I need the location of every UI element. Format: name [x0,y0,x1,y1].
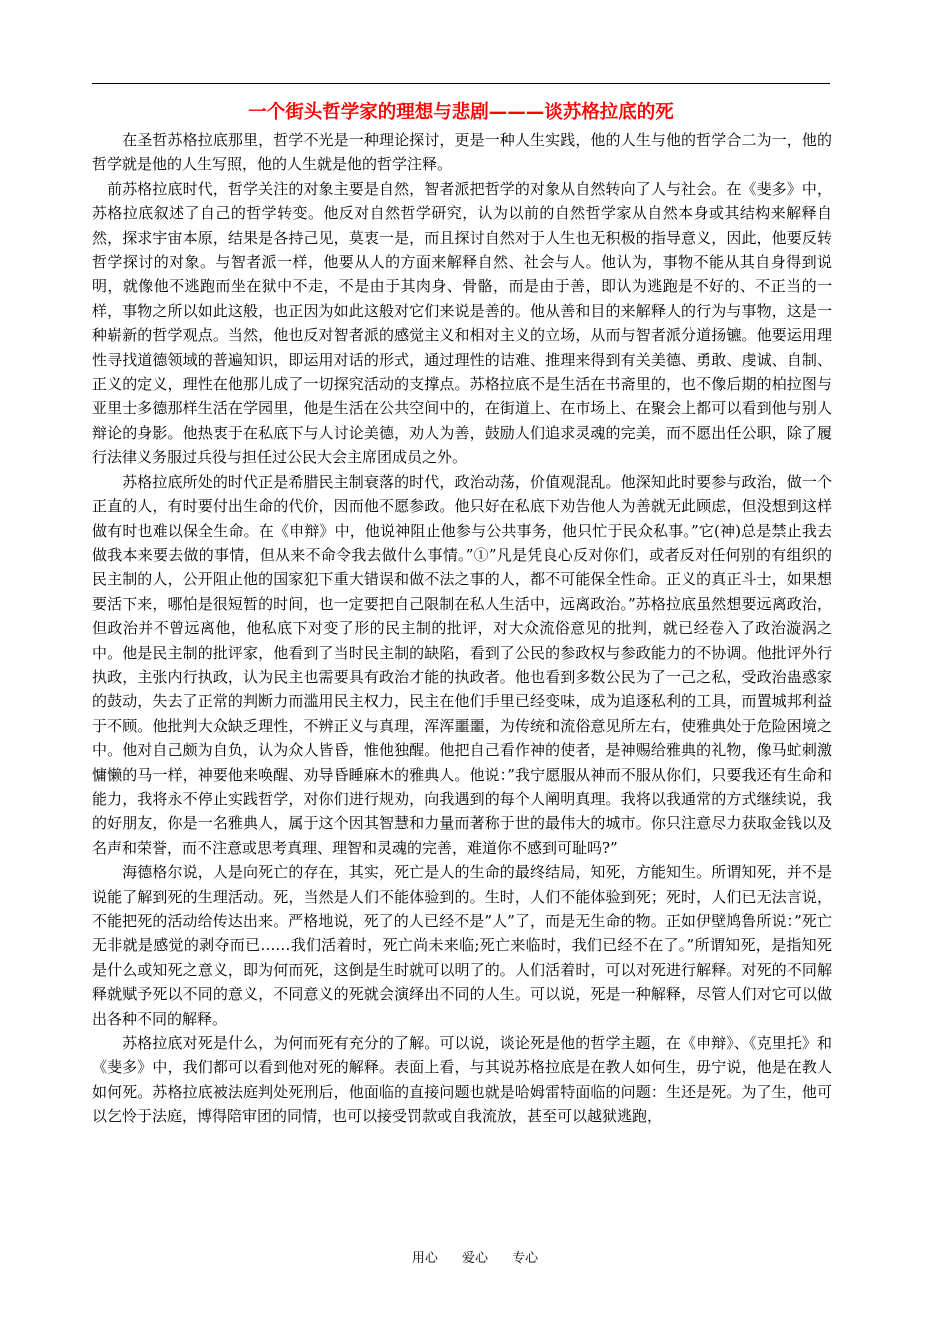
page-footer: 用心 爱心 专心 [411,1251,539,1266]
page-title: 一个街头哲学家的理想与悲剧———谈苏格拉底的死 [248,102,674,123]
paragraph-1: 在圣哲苏格拉底那里，哲学不光是一种理论探讨，更是一种人生实践，他的人生与他的哲学合二为一，他的哲学就是他的人生写照，他的人生就是他的哲学注释。 [92,131,832,174]
paragraph-4: 海德格尔说，人是向死亡的存在，其实，死亡是人的生命的最终结局，知死，方能知生。所谓知死，并不是说能了解到死的生理活动。死，当然是人们不能体验到的。生时，人们不能体验到死；死时，人们已无法言说，不能把死的活动给传达出来。严格地说，死了的人已经不是”人”了，而是无生命的物。正如伊壁鸠鲁所说：”死亡无非就是感觉的剥夺而已……我们活着时，死亡尚未来临;死亡来临时，我们已经不在了。”所谓知死，是指知死是什么或知死之意义，即为何而死，这倒是生时就可以明了的。人们活着时，可以对死进行解释。对死的不同解释就赋予死以不同的意义，不同意义的死就会演绎出不同的人生。可以说，死是一种解释，尽管人们对它可以做出各种不同的解释。 [92,863,832,1028]
paragraph-3: 苏格拉底所处的时代正是希腊民主制衰落的时代，政治动荡，价值观混乱。他深知此时要参与政治，做一个正直的人，有时要付出生命的代价，因而他不愿参政。他只好在私底下劝告他人为善就无此顾虑，但没想到这样做有时也难以保全生命。在《申辩》中，他说神阻止他参与公共事务，他只忙于民众私事。”它(神)总是禁止我去做我本来要去做的事情，但从来不命令我去做什么事情。”①”凡是凭良心反对你们，或者反对任何别的有组织的民主制的人，公开阻止他的国家犯下重大错误和做不法之事的人，都不可能保全性命。正义的真正斗士，如果想要活下来，哪怕是很短暂的时间，也一定要把自己限制在私人生活中，远离政治。”苏格拉底虽然想要远离政治，但政治并不曾远离他，他私底下对变了形的民主制的批评，对大众流俗意见的批判，就已经卷入了政治漩涡之中。他是民主制的批评家，他看到了当时民主制的缺陷，看到了公民的参政权与参政能力的不协调。他批评外行执政，主张内行执政，认为民主也需要具有政治才能的执政者。他也看到多数公民为了一己之私，受政治蛊惑家的鼓动，失去了正常的判断力而滥用民主权力，民主在他们手里已经变味，成为追逐私利的工具，而置城邦利益于不顾。他批判大众缺乏理性，不辨正义与真理，浑浑噩噩，为传统和流俗意见所左右，使雅典处于危险困境之中。他对自己颇为自负，认为众人皆昏，惟他独醒。他把自己看作神的使者，是神赐给雅典的礼物，像马虻刺激慵懒的马一样，神要他来唤醒、劝导昏睡麻木的雅典人。他说：”我宁愿服从神而不服从你们，只要我还有生命和能力，我将永不停止实践哲学，对你们进行规劝，向我遇到的每个人阐明真理。我将以我通常的方式继续说，我的好朋友，你是一名雅典人，属于这个因其智慧和力量而著称于世的最伟大的城市。你只注意尽力获取金钱以及名声和荣誉，而不注意或思考真理、理智和灵魂的完善，难道你不感到可耻吗?” [92,472,832,857]
header-rule [92,83,830,84]
article-body [92,128,832,1129]
paragraph-2: 前苏格拉底时代，哲学关注的对象主要是自然，智者派把哲学的对象从自然转向了人与社会。在《斐多》中，苏格拉底叙述了自己的哲学转变。他反对自然哲学研究，认为以前的自然哲学家从自然本身或其结构来解释自然，探求宇宙本原，结果是各持己见，莫衷一是，而且探讨自然对于人生也无积极的指导意义，因此，他要反转哲学探讨的对象。与智者派一样，他要从人的方面来解释自然、社会与人。他认为，事物不能从其自身得到说明，就像他不逃跑而坐在狱中不走，不是由于其肉身、骨骼，而是由于善，即认为逃跑是不好的、不正当的一样，事物之所以如此这般，也正因为如此这般对它们来说是善的。他从善和目的来解释人的行为与事物，这是一种崭新的哲学观点。当然，他也反对智者派的感觉主义和相对主义的立场，从而与智者派分道扬镳。他要运用理性寻找道德领域的普遍知识，即运用对话的形式，通过理性的诘难、推理来得到有关美德、勇敢、虔诚、自制、正义的定义，理性在他那儿成了一切探究活动的支撑点。苏格拉底不是生活在书斋里的，也不像后期的柏拉图与亚里士多德那样生活在学园里，他是生活在公共空间中的，在街道上、在市场上、在聚会上都可以看到他与别人辩论的身影。他热衷于在私底下与人讨论美德，劝人为善，鼓励人们追求灵魂的完美，而不愿出任公职，除了履行法律义务服过兵役与担任过公民大会主席团成员之外。 [92,179,832,467]
paragraph-5: 苏格拉底对死是什么，为何而死有充分的了解。可以说，谈论死是他的哲学主题，在《申辩》、《克里托》和《斐多》中，我们都可以看到他对死的解释。表面上看，与其说苏格拉底是在教人如何生，毋宁说，他是在教人如何死。苏格拉底被法庭判处死刑后，他面临的直接问题也就是哈姆雷特面临的问题：生还是死。为了生，他可以乞怜于法庭，博得陪审团的同情，也可以接受罚款或自我流放，甚至可以越狱逃跑， [92,1034,832,1126]
